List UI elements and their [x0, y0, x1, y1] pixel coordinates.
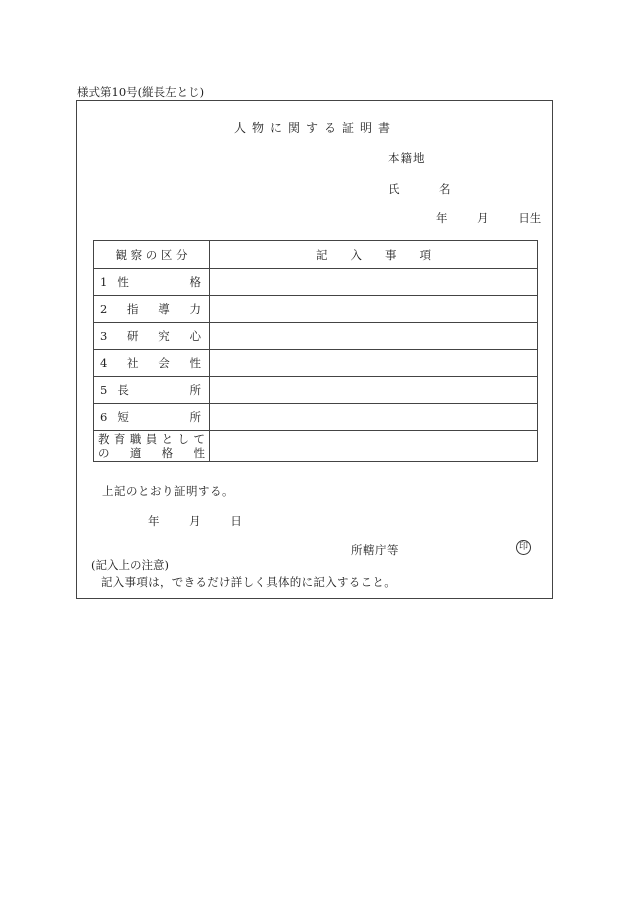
row-label-suitability [94, 431, 210, 462]
entry-cell[interactable] [210, 350, 538, 377]
birth-month-label: 月 [477, 211, 489, 225]
row-char: 性 [193, 446, 205, 460]
birth-day-label: 日生 [518, 211, 542, 225]
row-char: 心 [189, 329, 201, 343]
row-number: 4 [100, 356, 108, 370]
table-header-row [94, 241, 538, 269]
row-char: 短 [117, 410, 129, 424]
row-char: 力 [189, 302, 201, 316]
row-char: 所 [189, 383, 201, 397]
row-char: 所 [189, 410, 201, 424]
note-text: 記入事項は，できるだけ詳しく具体的に記入すること。 [101, 575, 396, 589]
table-row [94, 350, 538, 377]
name-label: 氏 名 [388, 182, 465, 196]
cert-day-label: 日 [230, 514, 242, 528]
row-char: と [161, 432, 174, 446]
row-char: 格 [189, 275, 201, 289]
row-char: 究 [158, 329, 170, 343]
table-row [94, 377, 538, 404]
row-number: 5 [100, 383, 108, 397]
row-number: 2 [100, 302, 108, 316]
row-char: 長 [117, 383, 129, 397]
cert-month-label: 月 [189, 514, 201, 528]
row-char: 性 [189, 356, 201, 370]
entry-cell[interactable] [210, 296, 538, 323]
note-heading: (記入上の注意) [91, 558, 169, 572]
entry-cell[interactable] [210, 377, 538, 404]
row-label [94, 350, 210, 377]
row-label [94, 377, 210, 404]
table-row [94, 269, 538, 296]
document-title: 人物に関する証明書 [233, 121, 396, 135]
row-label [94, 296, 210, 323]
birth-date-line [436, 210, 541, 226]
row-char: 格 [161, 446, 174, 460]
row-number: 1 [100, 275, 108, 289]
office-label: 所轄庁等 [351, 543, 399, 557]
row-label [94, 269, 210, 296]
row-number: 3 [100, 329, 108, 343]
entry-cell[interactable] [210, 431, 538, 462]
seal-icon: 印 [516, 540, 531, 555]
row-number: 6 [100, 410, 108, 424]
row-char: し [177, 432, 190, 446]
table-row [94, 323, 538, 350]
row-char: 職 [129, 432, 142, 446]
table-row [94, 296, 538, 323]
entry-cell[interactable] [210, 404, 538, 431]
row-char: の [98, 446, 110, 460]
entry-cell[interactable] [210, 323, 538, 350]
row-char: 指 [127, 302, 139, 316]
entry-cell[interactable] [210, 269, 538, 296]
row-char: 教 [98, 432, 110, 446]
form-number-label: 様式第10号(縦長左とじ) [77, 85, 205, 99]
row-char: 社 [127, 356, 139, 370]
row-char: 会 [158, 356, 170, 370]
row-label [94, 404, 210, 431]
certification-statement: 上記のとおり証明する。 [102, 484, 234, 498]
certification-date-line [148, 513, 242, 529]
table-row [94, 404, 538, 431]
honseki-label: 本籍地 [388, 151, 426, 165]
observation-table [93, 240, 538, 462]
table-row [94, 431, 538, 462]
row-char: 員 [145, 432, 158, 446]
header-category: 観 察 の 区 分 [94, 241, 210, 269]
row-char: 適 [129, 446, 142, 460]
row-char: 導 [158, 302, 170, 316]
row-label [94, 323, 210, 350]
cert-year-label: 年 [148, 514, 160, 528]
row-char: て [193, 432, 205, 446]
row-char: 育 [113, 432, 126, 446]
row-char: 研 [127, 329, 139, 343]
birth-year-label: 年 [436, 211, 448, 225]
row-char: 性 [117, 275, 129, 289]
header-entry: 記 入 事 項 [210, 241, 538, 269]
